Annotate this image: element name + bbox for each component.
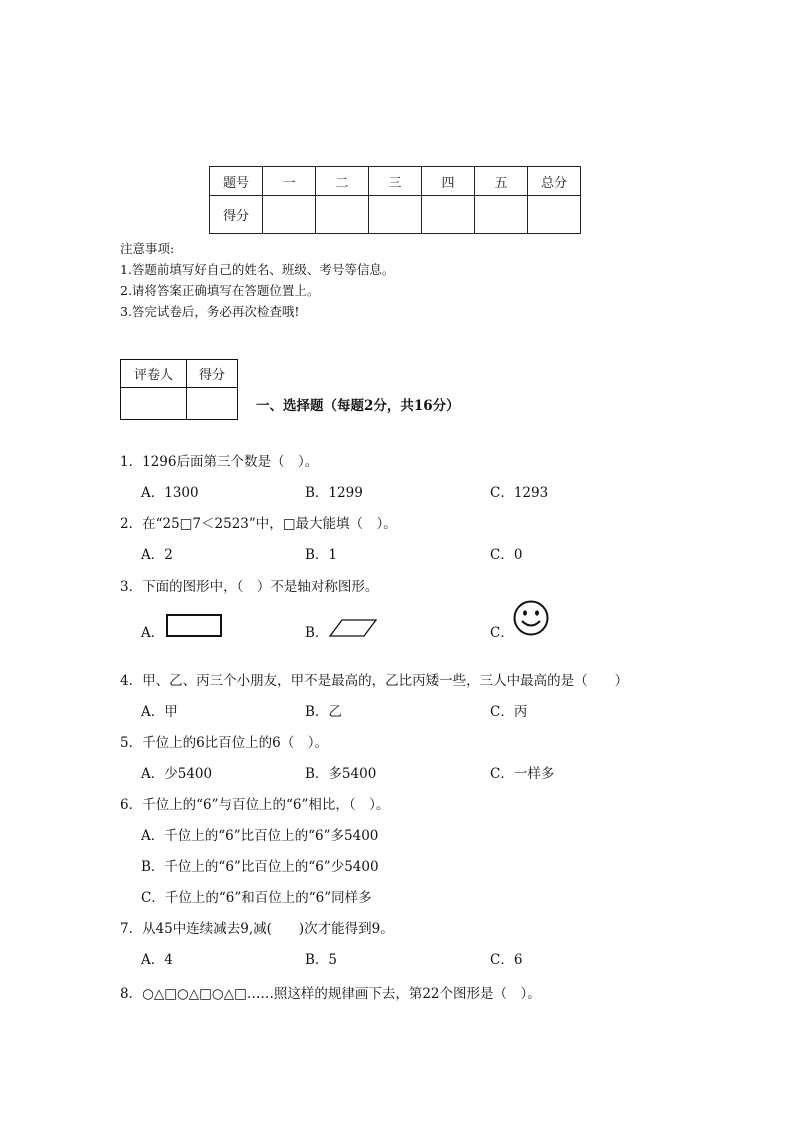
question-stem: 8．○△□○△□○△□……照这样的规律画下去，第22个图形是（ ）。 bbox=[120, 986, 541, 1002]
question-stem: 3．下面的图形中，（ ）不是轴对称图形。 bbox=[120, 579, 379, 595]
option-c[interactable]: C．1293 bbox=[490, 485, 549, 501]
score-row-label: 得分 bbox=[210, 196, 263, 234]
question-stem: 4．甲、乙、丙三个小朋友，甲不是最高的，乙比丙矮一些，三人中最高的是（ ） bbox=[120, 673, 629, 689]
question-stem: 6．千位上的“6”与百位上的“6”相比，（ ）。 bbox=[120, 797, 390, 813]
grader-header-row bbox=[121, 360, 238, 388]
notes-item: 1.答题前填写好自己的姓名、班级、考号等信息。 bbox=[120, 262, 395, 277]
option-b[interactable]: B．5 bbox=[305, 952, 338, 968]
option-c[interactable]: C．0 bbox=[490, 547, 523, 563]
score-table bbox=[209, 166, 581, 234]
rectangle-icon bbox=[166, 614, 222, 637]
score-blank-cell[interactable] bbox=[422, 196, 475, 234]
option-c[interactable]: C．千位上的“6”和百位上的“6”同样多 bbox=[141, 890, 372, 906]
grader-header-cell: 得分 bbox=[187, 360, 238, 388]
option-a[interactable]: A．少5400 bbox=[141, 766, 213, 782]
option-b[interactable]: B．1 bbox=[305, 547, 338, 563]
score-header-cell: 三 bbox=[369, 167, 422, 196]
question-stem: 2．在“25□7＜2523”中，□最大能填（ ）。 bbox=[120, 516, 397, 532]
score-blank-cell[interactable] bbox=[316, 196, 369, 234]
score-table-header-row bbox=[210, 167, 581, 196]
grader-blank-row bbox=[121, 388, 238, 420]
score-header-cell: 五 bbox=[475, 167, 528, 196]
option-c[interactable]: C．一样多 bbox=[490, 766, 555, 782]
notes-block bbox=[120, 238, 394, 322]
option-a[interactable]: A．1300 bbox=[141, 485, 199, 501]
option-a[interactable]: A．4 bbox=[141, 952, 173, 968]
question-stem: 5．千位上的6比百位上的6（ ）。 bbox=[120, 735, 329, 751]
grader-blank-cell[interactable] bbox=[121, 388, 187, 420]
option-a[interactable]: A．甲 bbox=[141, 704, 178, 720]
score-blank-cell[interactable] bbox=[528, 196, 581, 234]
option-c[interactable]: C．6 bbox=[490, 952, 523, 968]
score-header-cell: 二 bbox=[316, 167, 369, 196]
option-c[interactable]: C．丙 bbox=[490, 704, 528, 720]
option-a[interactable]: A． bbox=[141, 625, 165, 641]
score-header-cell: 题号 bbox=[210, 167, 263, 196]
question-stem: 7．从45中连续减去9,减( )次才能得到9。 bbox=[120, 921, 394, 937]
notes-item: 3.答完试卷后，务必再次检查哦! bbox=[120, 304, 300, 319]
grader-table bbox=[120, 359, 238, 420]
option-b[interactable]: B．1299 bbox=[305, 485, 363, 501]
grader-blank-cell[interactable] bbox=[187, 388, 238, 420]
score-blank-cell[interactable] bbox=[475, 196, 528, 234]
notes-item: 2.请将答案正确填写在答题位置上。 bbox=[120, 283, 320, 298]
option-a[interactable]: A．2 bbox=[141, 547, 173, 563]
option-a[interactable]: A．千位上的“6”比百位上的“6”多5400 bbox=[141, 828, 379, 844]
option-c[interactable]: C． bbox=[490, 625, 514, 641]
score-blank-cell[interactable] bbox=[369, 196, 422, 234]
grader-header-cell: 评卷人 bbox=[121, 360, 187, 388]
question-stem: 1．1296后面第三个数是（ ）。 bbox=[120, 454, 319, 470]
section-title: 一、选择题（每题2分，共16分） bbox=[256, 398, 460, 414]
option-b[interactable]: B．千位上的“6”比百位上的“6”少5400 bbox=[141, 859, 379, 875]
score-header-cell: 四 bbox=[422, 167, 475, 196]
score-header-cell: 一 bbox=[263, 167, 316, 196]
score-table-score-row bbox=[210, 196, 581, 234]
score-header-cell: 总分 bbox=[528, 167, 581, 196]
smiley-icon bbox=[512, 599, 550, 637]
option-b[interactable]: B．多5400 bbox=[305, 766, 377, 782]
option-b[interactable]: B．乙 bbox=[305, 704, 342, 720]
option-b[interactable]: B． bbox=[305, 625, 329, 641]
parallelogram-icon bbox=[328, 618, 378, 638]
score-blank-cell[interactable] bbox=[263, 196, 316, 234]
notes-title: 注意事项: bbox=[120, 241, 175, 256]
